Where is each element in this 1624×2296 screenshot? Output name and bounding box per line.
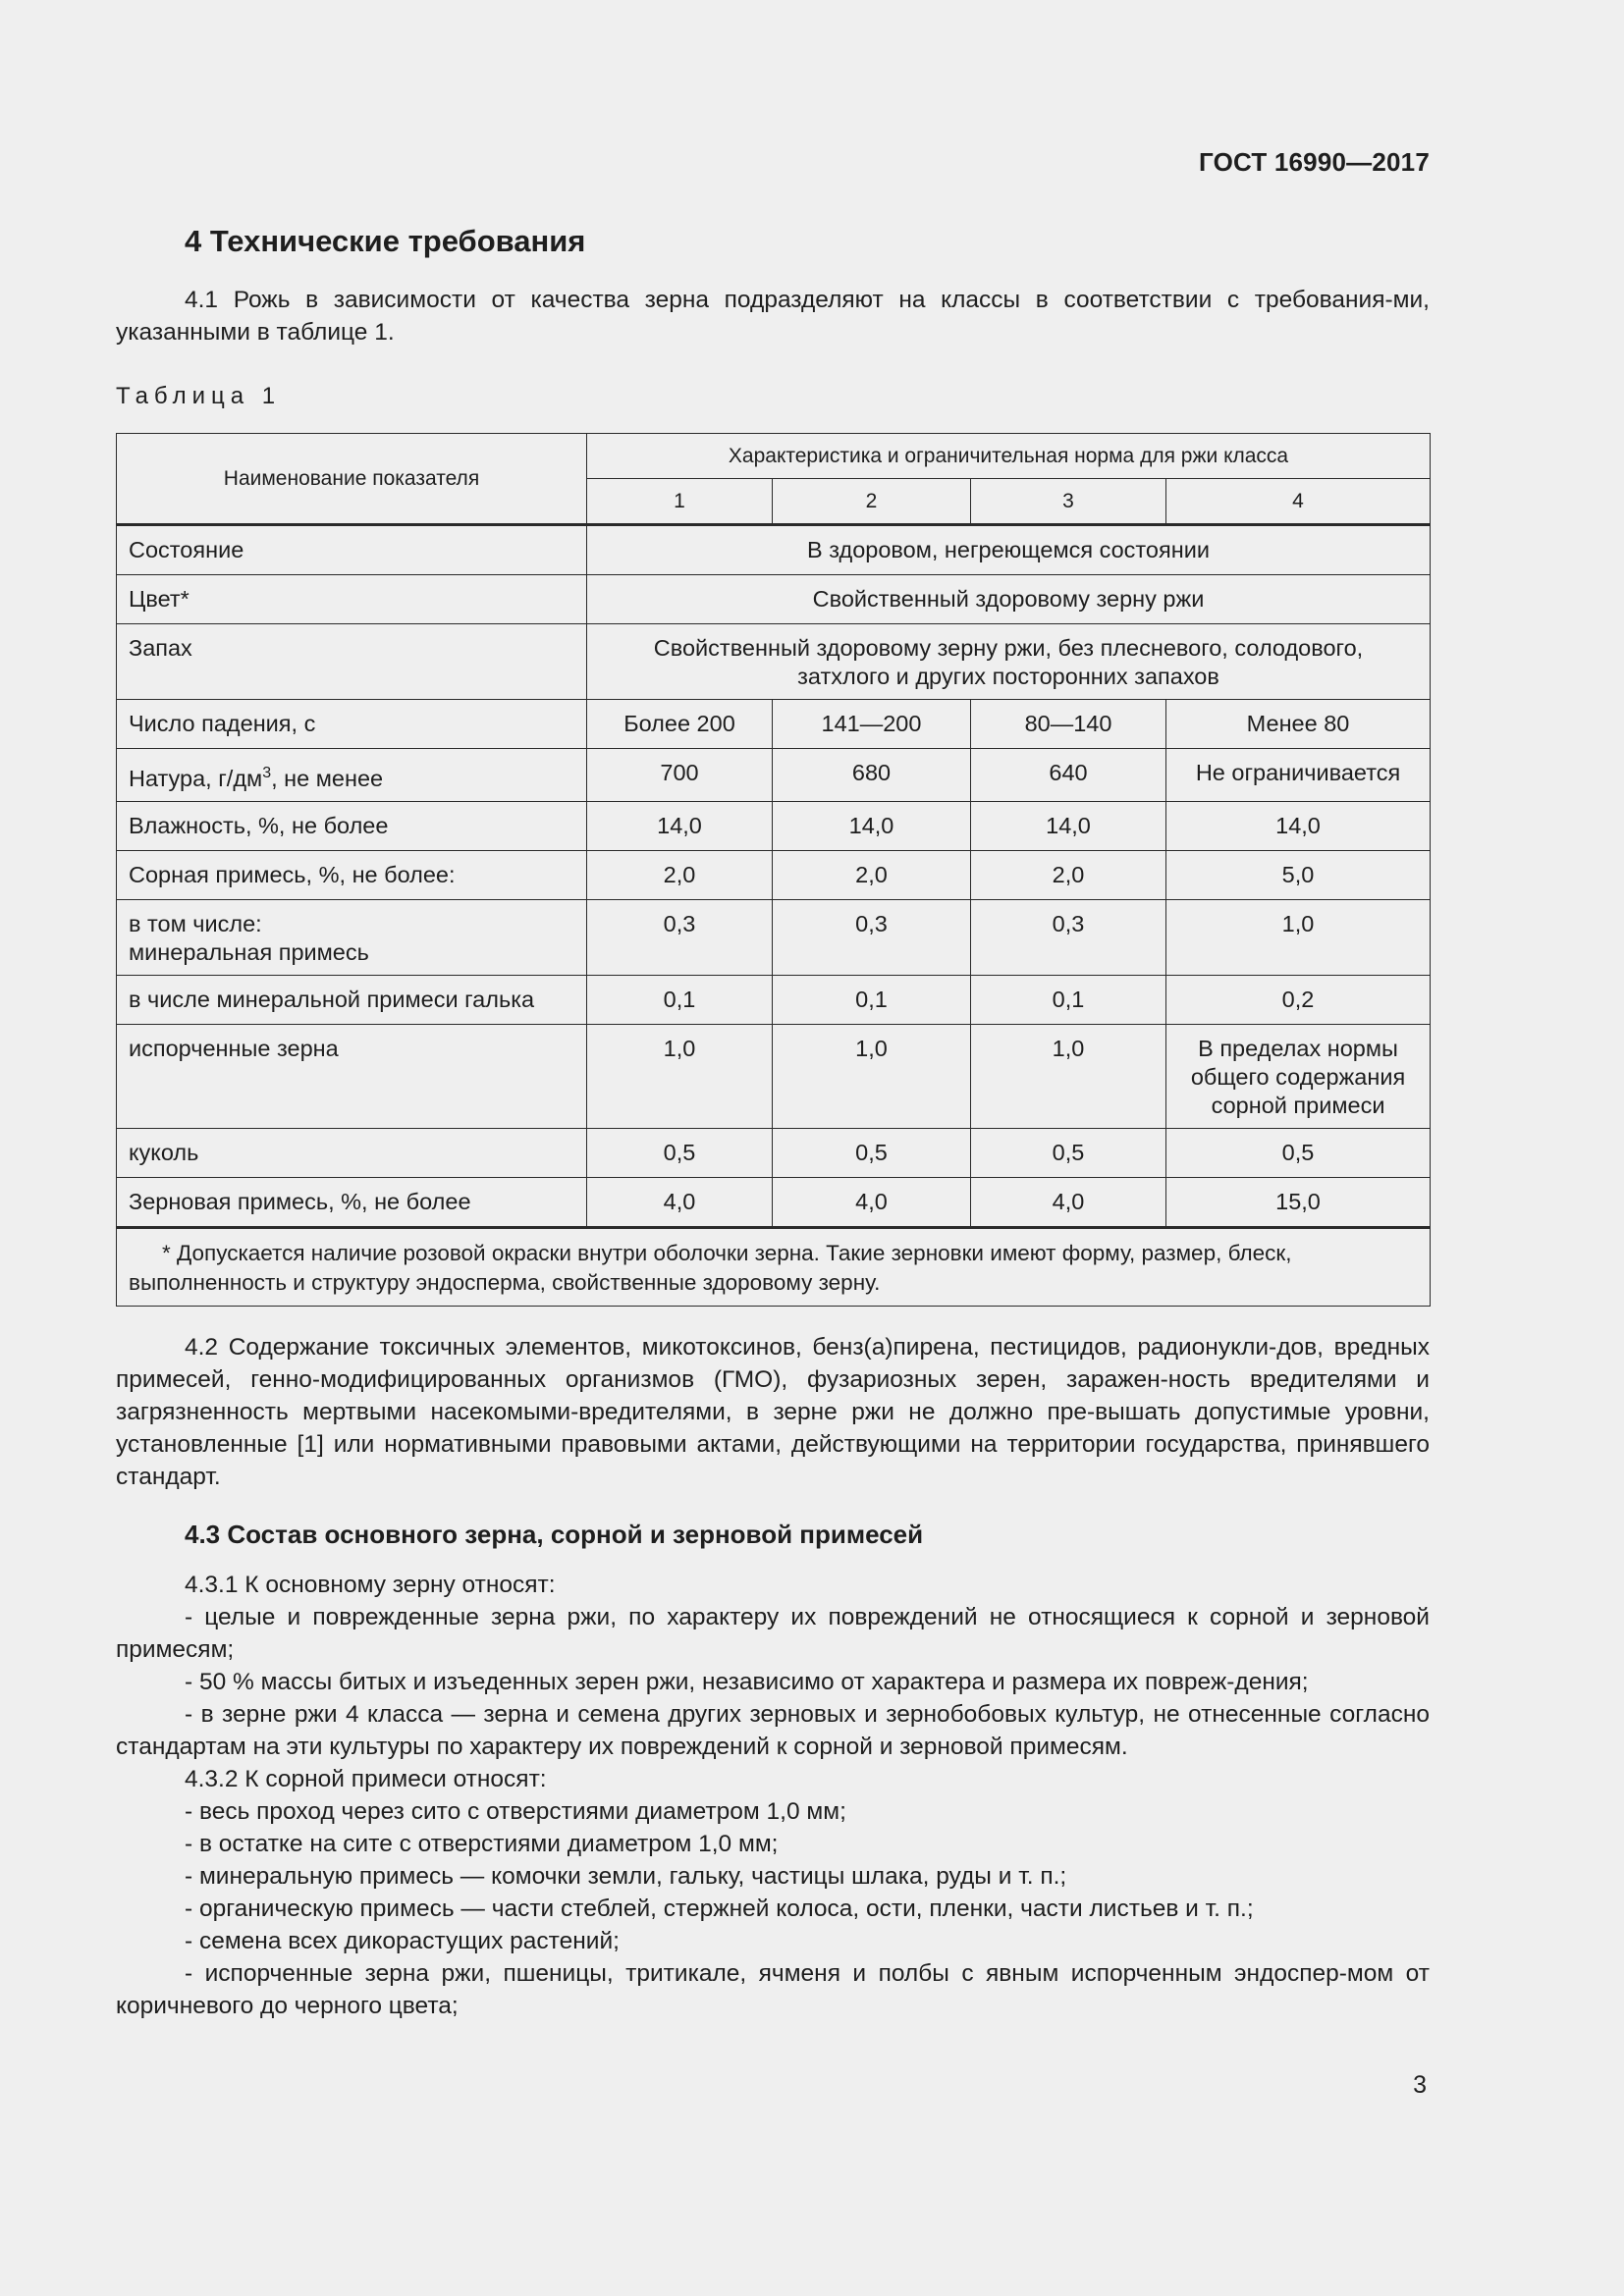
table-row [117, 525, 1431, 575]
row-name-suffix: , не менее [271, 765, 384, 791]
table-label: Таблица 1 [116, 383, 282, 409]
cell-class-4: 1,0 [1166, 899, 1431, 975]
row-name: Влажность, %, не более [117, 801, 587, 850]
cell-class-4: 15,0 [1166, 1177, 1431, 1227]
row-value: В здоровом, негреющемся состоянии [587, 525, 1431, 575]
list-item: - семена всех дикорастущих растений; [185, 1928, 620, 1954]
cell-class-4: 5,0 [1166, 850, 1431, 899]
cell-class-3: 14,0 [971, 801, 1166, 850]
table-row [117, 801, 1431, 850]
row-name-text: Натура, г/дм [129, 765, 263, 791]
cell-class-2: 4,0 [773, 1177, 971, 1227]
table-row [117, 700, 1431, 749]
cell-class-1: 14,0 [587, 801, 773, 850]
table-footnote-text: * Допускается наличие розовой окраски внутри оболочки зерна. Такие зерновки имеют форму, размер, блеск, выполненность и структуру эндосперма, свойственные здоровому зерну. [129, 1240, 1292, 1295]
table-row [117, 1024, 1431, 1128]
cell-class-2: 0,5 [773, 1128, 971, 1177]
table-row [117, 624, 1431, 700]
subsection-4-3-1 [116, 1569, 1430, 2022]
paragraph-4-1 [116, 284, 1430, 348]
row-value: Свойственный здоровому зерну ржи [587, 575, 1431, 624]
table-row [117, 1177, 1431, 1227]
list-item-text: - целые и поврежденные зерна ржи, по характеру их повреждений не относящиеся к сорной и зерновой примесям; [116, 1604, 1430, 1663]
list-item-text: - испорченные зерна ржи, пшеницы, тритикале, ячменя и полбы с явным испорченным эндоспер-мом от коричневого до черного цвета; [116, 1960, 1430, 2019]
cell-class-3: 640 [971, 749, 1166, 802]
cell-class-2: 0,1 [773, 975, 971, 1024]
cell-class-1: 0,1 [587, 975, 773, 1024]
requirements-table [116, 433, 1431, 1307]
cell-class-2: 0,3 [773, 899, 971, 975]
row-name: в числе минеральной примеси галька [117, 975, 587, 1024]
cell-class-3: 0,3 [971, 899, 1166, 975]
cell-class-4: 14,0 [1166, 801, 1431, 850]
list-item: - в остатке на сите с отверстиями диаметром 1,0 мм; [185, 1831, 779, 1857]
row-name: испорченные зерна [117, 1024, 587, 1128]
cell-class-1: 1,0 [587, 1024, 773, 1128]
table-row [117, 850, 1431, 899]
cell-class-4: В пределах нормы общего содержания сорной примеси [1166, 1024, 1431, 1128]
row-value: Свойственный здоровому зерну ржи, без плесневого, солодового, затхлого и других посторонних запахов [587, 624, 1431, 700]
list-item [116, 1601, 1430, 1666]
table-row [117, 975, 1431, 1024]
section-title: 4 Технические требования [185, 224, 586, 258]
cell-class-2: 14,0 [773, 801, 971, 850]
cell-class-1: 700 [587, 749, 773, 802]
list-item [116, 1698, 1430, 1763]
cell-class-4: 0,5 [1166, 1128, 1431, 1177]
table-row [117, 749, 1431, 802]
list-item: - органическую примесь — части стеблей, стержней колоса, ости, пленки, части листьев и т. п.; [185, 1896, 1254, 1922]
row-name-sup: 3 [262, 765, 272, 781]
cell-class-1: 2,0 [587, 850, 773, 899]
cell-class-1: 0,3 [587, 899, 773, 975]
cell-class-1: Более 200 [587, 700, 773, 749]
cell-class-4: 0,2 [1166, 975, 1431, 1024]
cell-class-3: 80—140 [971, 700, 1166, 749]
cell-class-3: 2,0 [971, 850, 1166, 899]
row-name: Цвет* [117, 575, 587, 624]
paragraph-4-2-text: 4.2 Содержание токсичных элементов, микотоксинов, бенз(а)пирена, пестицидов, радионукли-дов, вредных примесей, генно-модифицированных организмов (ГМО), фузариозных зерен, заражен-ность вредителями и загрязненность мертвыми насекомыми-вредителями, в зерне ржи не должно пре-вышать допустимые уровни, установленные [1] или нормативными правовыми актами, действующими на территории государства, принявшего стандарт. [116, 1334, 1430, 1490]
page-number: 3 [1413, 2071, 1427, 2099]
cell-class-1: 4,0 [587, 1177, 773, 1227]
cell-class-2: 1,0 [773, 1024, 971, 1128]
list-item [116, 1666, 1430, 1698]
row-name: Сорная примесь, %, не более: [117, 850, 587, 899]
cell-class-2: 680 [773, 749, 971, 802]
table-row [117, 1128, 1431, 1177]
cell-class-2: 141—200 [773, 700, 971, 749]
header-class-2: 2 [773, 479, 971, 525]
cell-class-3: 0,5 [971, 1128, 1166, 1177]
row-name: Запах [117, 624, 587, 700]
list-item: - весь проход через сито с отверстиями диаметром 1,0 мм; [185, 1798, 846, 1825]
paragraph-4-1-text: 4.1 Рожь в зависимости от качества зерна подразделяют на классы в соответствии с требования-ми, указанными в таблице 1. [116, 287, 1430, 346]
table-row [117, 899, 1431, 975]
list-item-text: - в зерне ржи 4 класса — зерна и семена других зерновых и зернобобовых культур, не отнесенные согласно стандартам на эти культуры по характеру их повреждений к сорной и зерновой примесям. [116, 1701, 1430, 1760]
row-name: Зерновая примесь, %, не более [117, 1177, 587, 1227]
cell-class-4: Не ограничивается [1166, 749, 1431, 802]
row-name [117, 749, 587, 802]
cell-class-3: 4,0 [971, 1177, 1166, 1227]
doc-code: ГОСТ 16990—2017 [1199, 147, 1430, 177]
table-footnote [117, 1227, 1431, 1306]
row-name: Число падения, с [117, 700, 587, 749]
cell-class-4: Менее 80 [1166, 700, 1431, 749]
table-footnote-row [117, 1227, 1431, 1306]
list-item: - минеральную примесь — комочки земли, гальку, частицы шлака, руды и т. п.; [185, 1863, 1067, 1890]
cell-class-3: 1,0 [971, 1024, 1166, 1128]
cell-class-1: 0,5 [587, 1128, 773, 1177]
cell-class-3: 0,1 [971, 975, 1166, 1024]
row-name: в том числе: минеральная примесь [117, 899, 587, 975]
paragraph-4-2 [116, 1331, 1430, 1493]
list-item [116, 1957, 1430, 2022]
subsection-4-3-1-intro: 4.3.1 К основному зерну относят: [185, 1572, 556, 1598]
list-item-text: - 50 % массы битых и изъеденных зерен ржи, независимо от характера и размера их повреж-дения; [185, 1669, 1309, 1695]
header-class-3: 3 [971, 479, 1166, 525]
header-class-4: 4 [1166, 479, 1431, 525]
header-group: Характеристика и ограничительная норма для ржи класса [587, 434, 1431, 479]
header-name: Наименование показателя [117, 434, 587, 525]
row-name: куколь [117, 1128, 587, 1177]
table-row [117, 575, 1431, 624]
subsection-title-4-3: 4.3 Состав основного зерна, сорной и зерновой примесей [185, 1520, 924, 1549]
header-class-1: 1 [587, 479, 773, 525]
subsection-4-3-2-intro: 4.3.2 К сорной примеси относят: [185, 1766, 547, 1792]
row-name: Состояние [117, 525, 587, 575]
cell-class-2: 2,0 [773, 850, 971, 899]
